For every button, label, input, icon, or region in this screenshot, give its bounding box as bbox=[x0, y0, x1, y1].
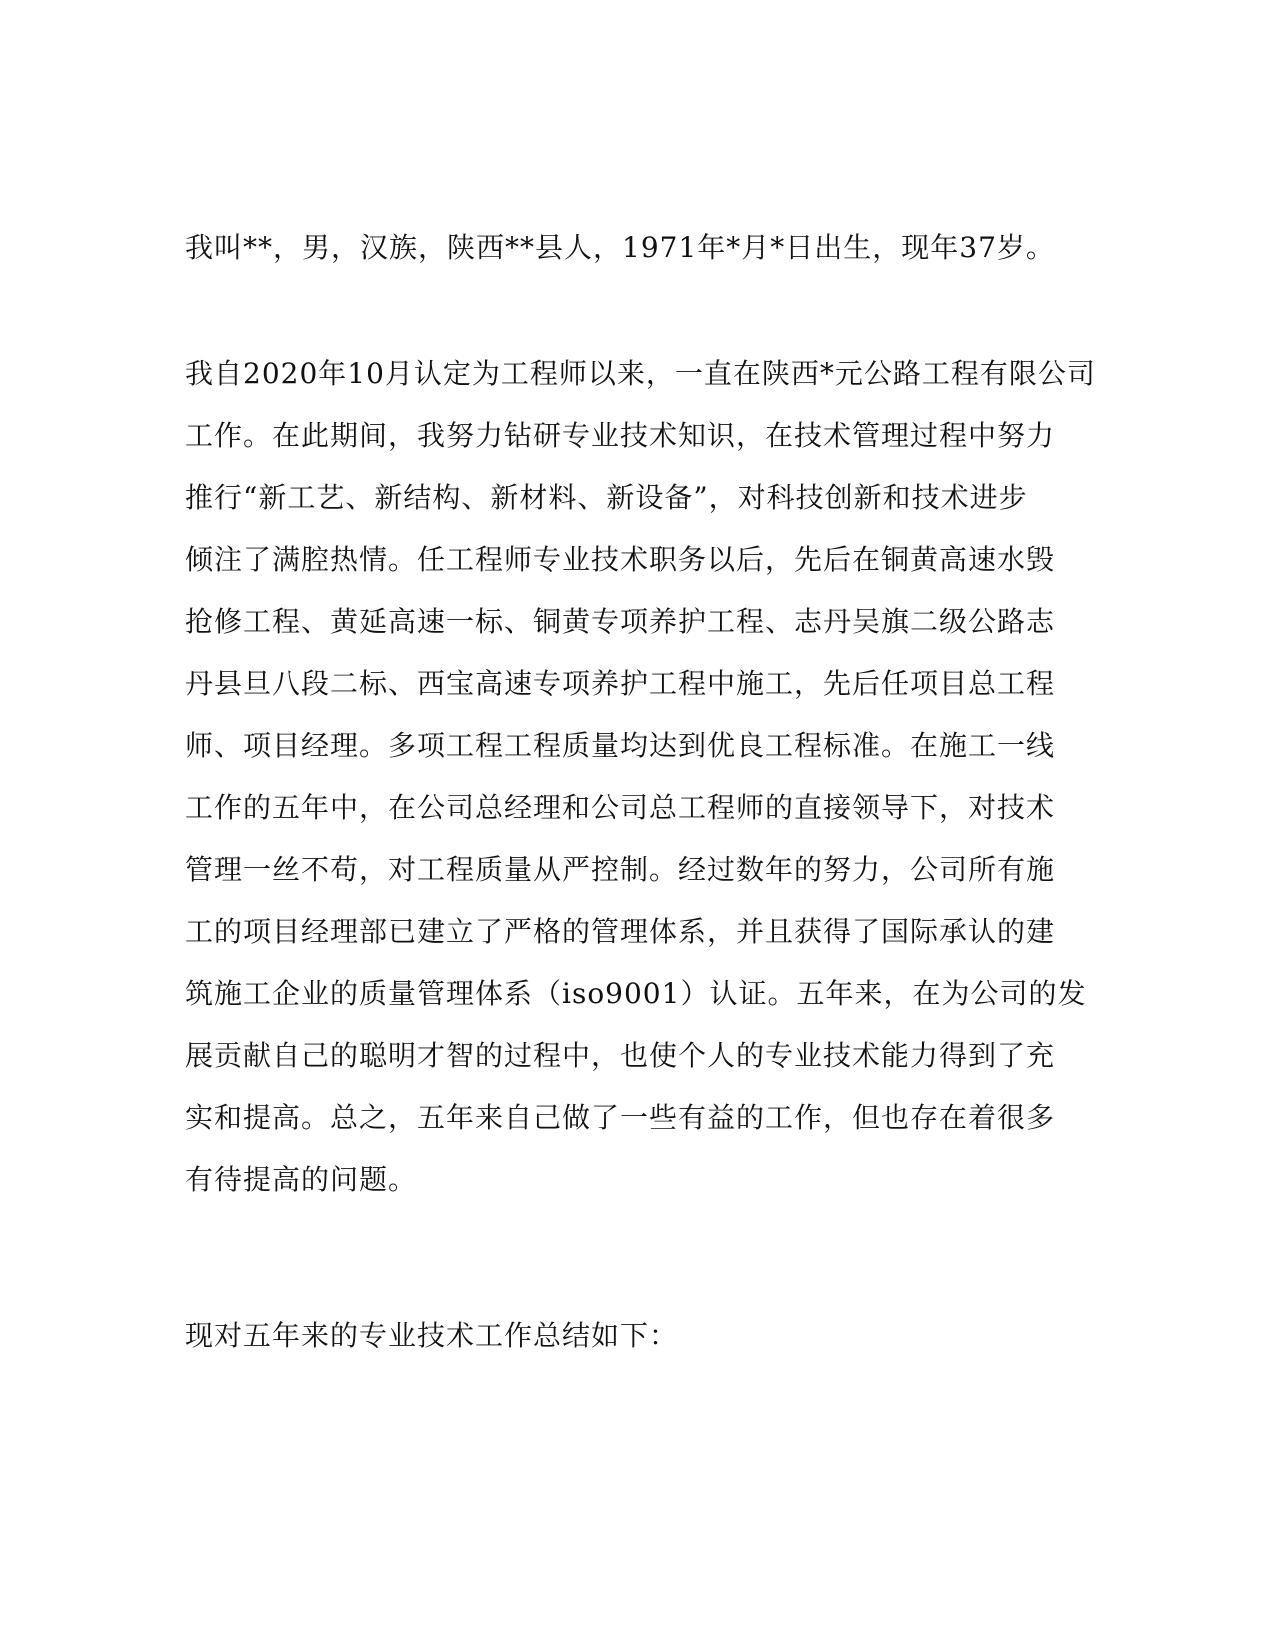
text-line: 我自2020年10月认定为工程师以来，一直在陕西*元公路工程有限公司 bbox=[185, 357, 1096, 390]
text-line: 工作的五年中，在公司总经理和公司总工程师的直接领导下，对技术 bbox=[185, 791, 1056, 824]
paragraph-work-history bbox=[185, 343, 1096, 1211]
text-line: 有待提高的问题。 bbox=[185, 1163, 418, 1196]
text-line: 管理一丝不苟，对工程质量从严控制。经过数年的努力，公司所有施 bbox=[185, 853, 1056, 886]
text-line: 工的项目经理部已建立了严格的管理体系，并且获得了国际承认的建 bbox=[185, 915, 1056, 948]
text-line: 筑施工企业的质量管理体系（iso9001）认证。五年来，在为公司的发 bbox=[185, 977, 1087, 1010]
text-line: 推行“新工艺、新结构、新材料、新设备”，对科技创新和技术进步 bbox=[185, 481, 1028, 514]
text-line: 展贡献自己的聪明才智的过程中，也使个人的专业技术能力得到了充 bbox=[185, 1039, 1056, 1072]
text-line: 现对五年来的专业技术工作总结如下： bbox=[185, 1319, 679, 1352]
text-line: 师、项目经理。多项工程工程质量均达到优良工程标准。在施工一线 bbox=[185, 729, 1056, 762]
text-line: 抢修工程、黄延高速一标、铜黄专项养护工程、志丹吴旗二级公路志 bbox=[185, 605, 1056, 638]
text-line: 丹县旦八段二标、西宝高速专项养护工程中施工，先后任项目总工程 bbox=[185, 667, 1056, 700]
text-line: 我叫**，男，汉族，陕西**县人，1971年*月*日出生，现年37岁。 bbox=[185, 231, 1055, 264]
paragraph-summary-intro bbox=[185, 1305, 1045, 1367]
paragraph-personal-info bbox=[185, 217, 1055, 279]
text-line: 实和提高。总之，五年来自己做了一些有益的工作，但也存在着很多 bbox=[185, 1101, 1056, 1134]
text-line: 工作。在此期间，我努力钻研专业技术知识，在技术管理过程中努力 bbox=[185, 419, 1056, 452]
text-line: 倾注了满腔热情。任工程师专业技术职务以后，先后在铜黄高速水毁 bbox=[185, 543, 1056, 576]
